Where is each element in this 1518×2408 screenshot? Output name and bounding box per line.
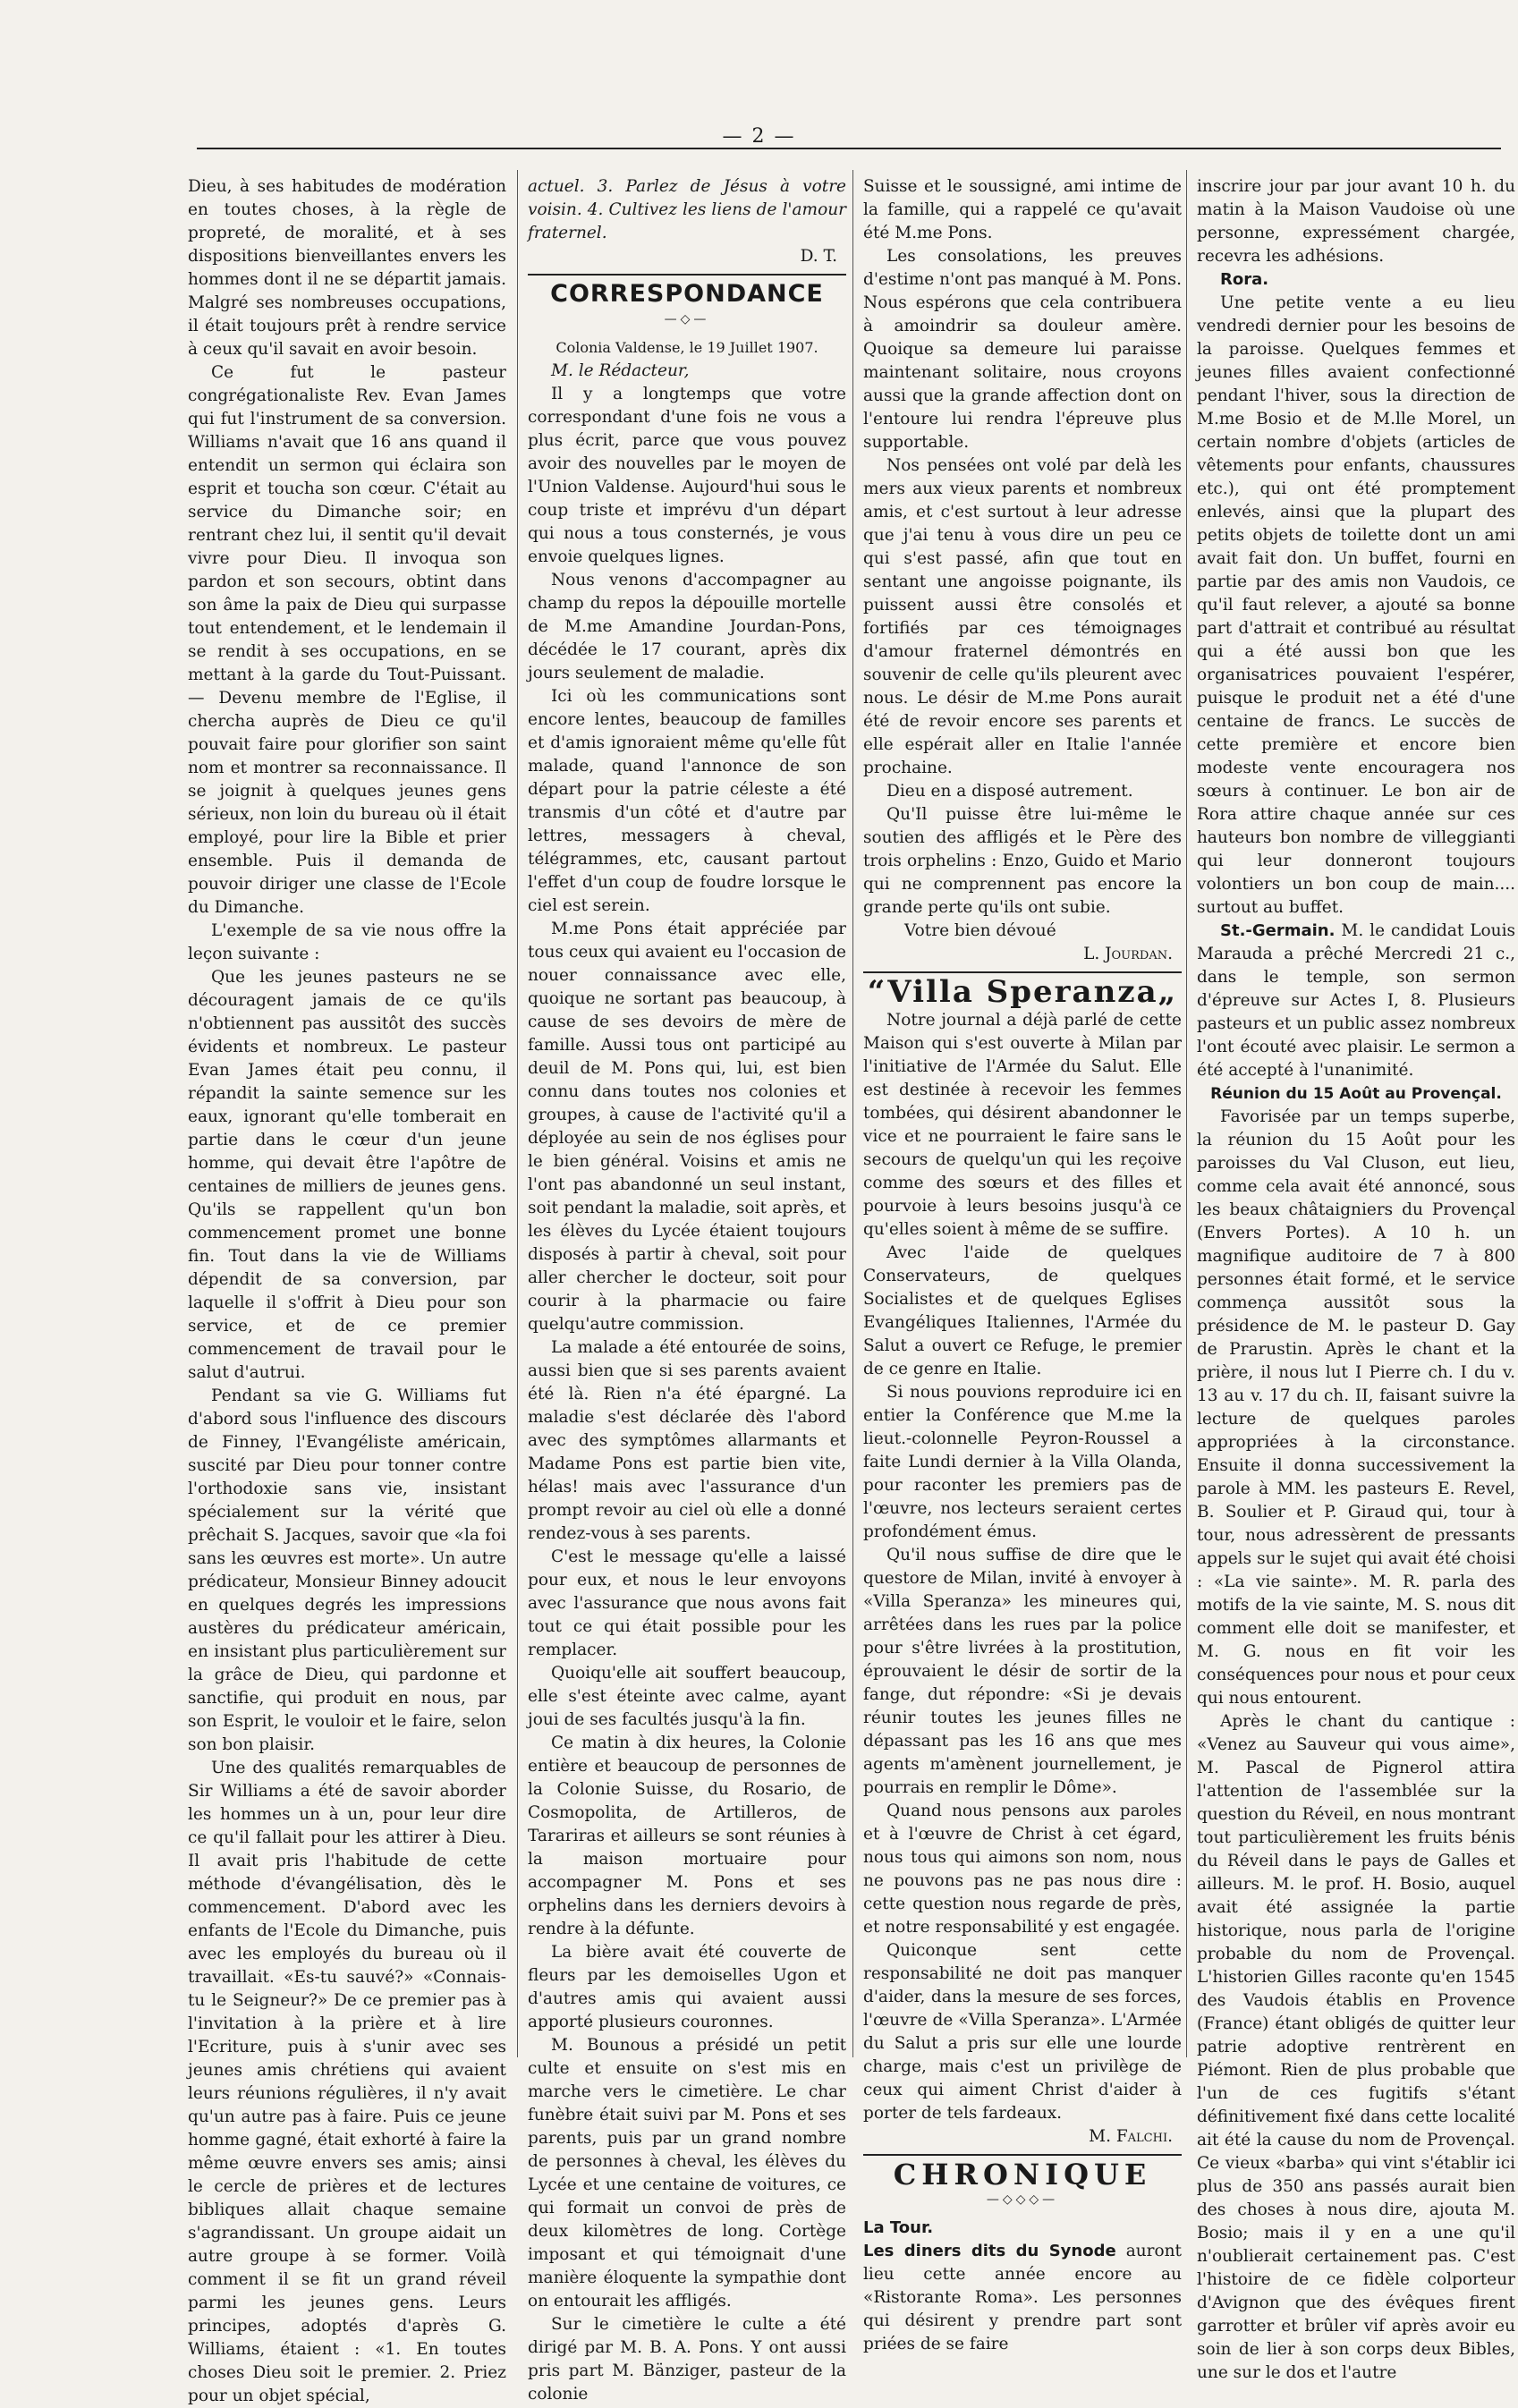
paragraph: L'exemple de sa vie nous offre la leçon suivante : [188, 921, 506, 963]
paragraph: Quand nous pensons aux paroles et à l'œuvre de Christ à cet égard, nous tous qui aimons son nom, nous ne pouvons pas ne pas nous dire : cette question nous regarde de près, et notre responsabilité y est engagée. [863, 1802, 1182, 1937]
paragraph: inscrire jour par jour avant 10 h. du matin à la Maison Vaudoise où une personne, expressément chargée, recevra les adhésions. [1197, 177, 1515, 266]
heading-text: “Villa Speranza„ [867, 974, 1178, 1010]
paragraph: Qu'Il puisse être lui-même le soutien des affligés et le Père des trois orphelins : Enzo, Guido et Mario qui ne comprennent pas encore la grande perte qu'ils ont subie. [863, 805, 1182, 917]
paragraph: Que les jeunes pasteurs ne se découragent jamais de ce qu'ils n'obtiennent pas aussitôt des succès évidents et nombreux. Le pasteur Evan James était peu connu, il répandit la sainte semence sur les eaux, ignorant qu'elle tomberait en partie dans le cœur d'un jeune homme, qui devait être l'apôtre de centaines de milliers de jeunes gens. Qu'ils se rappellent qu'un bon commencement promet une bonne fin. Tout dans la vie de Williams dépendit de sa conversion, par laquelle il s'offrit à Dieu pour son service, et de ce premier commencement de travail pour le salut d'autrui. [188, 968, 506, 1382]
paragraph [1197, 920, 1515, 1082]
paragraph: actuel. 3. Parlez de Jésus à votre voisin. 4. Cultivez les liens de l'amour fraternel. [528, 177, 846, 242]
salutation: M. le Rédacteur, [551, 361, 690, 380]
signature: D. T. [800, 247, 837, 266]
paragraph: Suisse et le soussigné, ami intime de la famille, qui a rappelé ce qu'avait été M.me Pons. [863, 177, 1182, 242]
header-rule [197, 148, 1501, 149]
section-heading-chronique [863, 2154, 1182, 2211]
column-rule [852, 170, 853, 2057]
paragraph: Votre bien dévoué [904, 921, 1056, 940]
paragraph: Quiconque sent cette responsabilité ne doit pas manquer d'aider, dans la mesure de ses forces, l'œuvre de «Villa Speranza». L'Armée du Salut a pris sur elle une lourde charge, mais c'est un privilège de ceux qui aiment Christ d'aider à porter de tels fardeaux. [863, 1941, 1182, 2123]
paragraph: Quoiqu'elle ait souffert beaucoup, elle s'est éteinte avec calme, ayant joui de ses facultés jusqu'à la fin. [528, 1664, 846, 1729]
signature: L. Jourdan. [1083, 945, 1173, 963]
paragraph: Nous venons d'accompagner au champ du repos la dépouille mortelle de M.me Amandine Jourdan-Pons, décédée le 17 courant, après dix jours seulement de maladie. [528, 571, 846, 683]
heading-text: CHRONIQUE [893, 2158, 1152, 2192]
paragraph: Dieu, à ses habitudes de modération en toutes choses, à la règle de propreté, de moralité, et à ses dispositions bienveillantes envers les hommes dont il ne se départit jamais. Malgré ses nombreuses occupations, il était toujours prêt à rendre service à ceux qu'il savait en avoir besoin. [188, 177, 506, 359]
section-heading-villa [863, 971, 1182, 1010]
signature: M. Falchi. [1089, 2127, 1173, 2146]
column-rule [1186, 170, 1187, 2057]
paragraph: Les consolations, les preuves d'estime n'ont pas manqué à M. Pons. Nous espérons que cela contribuera à amoindrir sa douleur amère. Quoique sa demeure lui paraisse maintenant solitaire, nous croyons aussi que la grande affection dont on l'entoure lui rendra l'épreuve plus supportable. [863, 247, 1182, 452]
bold-lead: Les diners dits du Synode [863, 2242, 1116, 2260]
paragraph: Si nous pouvions reproduire ici en entier la Conférence que M.me la lieut.-colonnelle Peyron-Roussel a faite Lundi dernier à la Villa Olanda, pour raconter les premiers pas de l'œuvre, nos lecteurs seraient certes profondément émus. [863, 1383, 1182, 1541]
subheading: Rora. [1220, 270, 1269, 289]
subheading: La Tour. [863, 2218, 934, 2237]
paragraph: Pendant sa vie G. Williams fut d'abord sous l'influence des discours de Finney, l'Evangéliste américain, suscité par Dieu pour tonner contre l'orthodoxie sans vie, insistant spécialement sur la vérité que prêchait S. Jacques, savoir que «la foi sans les œuvres est morte». Un autre prédicateur, Monsieur Binney adoucit en quelques degrés les impressions austères du prédicateur américain, en insistant plus particulièrement sur la grâce de Dieu, qui pardonne et sanctifie, qui produit en nous, par son Esprit, le vouloir et le faire, selon son bon plaisir. [188, 1386, 506, 1754]
paragraph: Une des qualités remarquables de Sir Williams a été de savoir aborder les hommes un à un, pour leur dire ce qu'il fallait pour les attirer à Dieu. Il avait pris l'habitude de cette méthode d'évangélisation, dès le commencement. D'abord avec les enfants de l'Ecole du Dimanche, puis avec les employés du bureau où il travaillait. «Es-tu sauvé?» «Connais-tu le Seigneur?» De ce premier pas à l'invitation à la prière et à lire l'Ecriture, puis à s'unir avec ses jeunes amis chrétiens qui avaient leurs réunions régulières, il n'y avait qu'un autre pas à faire. Puis ce jeune homme gagné, était exhorté à faire la même œuvre envers ses amis; ainsi le cercle de prières et de lectures bibliques allait chaque semaine s'agrandissant. Un groupe aidait un autre groupe à se former. Voilà comment il se fit un grand réveil parmi les jeunes gens. Leurs principes, adoptés d'après G. Williams, étaient : «1. En toutes choses Dieu soit le premier. 2. Priez pour un objet spécial, [188, 1759, 506, 2405]
paragraph: C'est le message qu'elle a laissé pour eux, et nous le leur envoyons avec l'assurance que nous avons fait tout ce qui était possible pour les remplacer. [528, 1547, 846, 1659]
column-4 [1197, 175, 1515, 2382]
ornament: —◇◇◇— [986, 2192, 1059, 2207]
paragraph: Ici où les communications sont encore lentes, beaucoup de familles et d'amis ignoraient même qu'elle fût malade, quand l'annonce de son départ pour la patrie céleste a été transmis d'un côté et d'autre par lettres, messagers à cheval, télégrammes, etc, causant partout l'effet d'un coup de foudre lorsque le ciel est serein. [528, 687, 846, 915]
paragraph: Qu'il nous suffise de dire que le questore de Milan, invité à envoyer à «Villa Speranza» les mineures qui, arrêtées dans les rues par la police pour s'être livrées à la prostitution, éprouvaient le désir de sortir de la fange, dut répondre: «Si je devais réunir toutes les jeunes filles ne dépassant pas les 16 ans que mes agents m'amènent journellement, je pourrais en remplir le Dôme». [863, 1546, 1182, 1797]
column-rule [517, 170, 518, 2057]
paragraph: M. Bounous a présidé un petit culte et ensuite on s'est mis en marche vers le cimetière. Le char funèbre était suivi par M. Pons et ses parents, puis par un grand nombre de personnes à cheval, les élèves du Lycée et une centaine de voitures, ce qui formait un convoi de près de deux kilomètres de long. Cortège imposant et qui témoignait d'une manière éloquente la sympathie dont on entourait les affligés. [528, 2036, 846, 2310]
paragraph: Ce matin à dix heures, la Colonie entière et beaucoup de personnes de la Colonie Suisse, du Rosario, de Cosmopolita, de Artilleros, de Tarariras et ailleurs se sont réunies à la maison mortuaire pour accompagner M. Pons et ses orphelins dans les derniers devoirs à rendre à la défunte. [528, 1734, 846, 1938]
paragraph: Après le chant du cantique : «Venez au Sauveur qui vous aime», M. Pascal de Pignerol attira l'attention de l'assemblée sur la question du Réveil, en nous montrant tout particulièrement les fruits bénis du Réveil dans le pays de Galles et ailleurs. M. le prof. H. Bosio, auquel avait été assignée la partie historique, nous parla de l'origine probable du nom de Provençal. L'historien Gilles raconte qu'en 1545 des Vaudois établis en Provence (France) étant obligés de quitter leur patrie adoptive rentrèrent en Piémont. Rien de plus probable que l'un de ces fugitifs s'étant définitivement fixé dans cette localité ait été la cause du nom de Provençal. Ce vieux «barba» qui vint s'établir ici plus de 350 ans passés aurait bien des choses à nous dire, ajouta M. Bosio; mais il y en a une qu'il n'oublierait certainement pas. C'est l'histoire de ce fidèle colporteur d'Avignon que des évêques firent garrotter et brûler vif après avoir eu soin de lier à son corps deux Bibles, une sur le dos et l'autre [1197, 1712, 1515, 2382]
column-1 [188, 175, 506, 2405]
column-3 [863, 175, 1182, 2353]
column-2 [528, 175, 846, 2404]
paragraph: Il y a longtemps que votre correspondant d'une fois ne vous a plus écrit, parce que vous pouvez avoir des nouvelles par le moyen de l'Union Valdense. Aujourd'hui sous le coup triste et imprévu d'un départ qui nous a tous consternés, je vous envoie quelques lignes. [528, 385, 846, 566]
heading-text: CORRESPONDANCE [550, 280, 824, 308]
paragraph: La bière avait été couverte de fleurs par les demoiselles Ugon et d'autres amis qui avaient aussi apporté plusieurs couronnes. [528, 1943, 846, 2031]
paragraph-text: auront lieu cette année encore au «Ristorante Roma». Les personnes qui désirent y prendre part sont priées de se faire [863, 2242, 1182, 2353]
subheading: St.-Germain. [1220, 921, 1336, 940]
page-number: — 2 — [722, 125, 796, 148]
paragraph: Ce fut le pasteur congrégationaliste Rev. Evan James qui fut l'instrument de sa conversion. Williams n'avait que 16 ans quand il entendit un sermon qui éclaira son esprit et toucha son cœur. C'était au service du Dimanche soir; en rentrant chez lui, il sentit qu'il devait vivre pour Dieu. Il invoqua son pardon et son secours, obtint dans son âme la paix de Dieu qui surpasse tout entendement, et le lendemain il se rendit à ses occupations, en se mettant à la garde du Tout-Puissant. — Devenu membre de l'Eglise, il chercha auprès de Dieu ce qu'il pouvait faire pour glorifier son saint nom et montrer sa reconnaissance. Il se joignit à quelques jeunes gens sérieux, non loin du bureau où il était employé, pour lire la Bible et prier ensemble. Puis il demanda de pouvoir diriger une classe de l'Ecole du Dimanche. [188, 363, 506, 917]
paragraph: Une petite vente a eu lieu vendredi dernier pour les besoins de la paroisse. Quelques femmes et jeunes filles avaient confectionné pendant l'hiver, sous la direction de M.me Bosio et de M.lle Morel, un certain nombre d'objets (articles de vêtements pour enfants, chaussures etc.), qui ont été promptement enlevés, ainsi que la plupart des petits objets de toilette dont un ami avait fait don. Un buffet, fourni en partie par des amis non Vaudois, ce qu'il faut relever, a ajouté sa bonne part d'attrait et contribué au résultat qui a été aussi bon que les organisatrices pouvaient l'espérer, puisque le produit net a été d'une centaine de francs. Le succès de cette première et encore bien modeste vente encouragera nos sœurs à continuer. Le bon air de Rora attire chaque année sur ces hauteurs bon nombre de villeggianti qui leur donneront toujours volontiers un bon coup de main.... surtout au buffet. [1197, 293, 1515, 917]
paragraph: La malade a été entourée de soins, aussi bien que si ses parents avaient été là. Rien n'a été épargné. La maladie s'est déclarée dès l'abord avec des symptômes allarmants et Madame Pons est partie bien vite, hélas! mais avec l'assurance d'un prompt revoir au ciel où elle a donné rendez-vous à ses parents. [528, 1338, 846, 1543]
ornament: —◇— [664, 312, 710, 326]
dateline: Colonia Valdense, le 19 Juillet 1907. [555, 339, 818, 356]
paragraph: Favorisée par un temps superbe, la réunion du 15 Août pour les paroisses du Val Cluson, eut lieu, comme cela avait été annoncé, sous les beaux châtaigniers du Provençal (Envers Portes). A 10 h. un magnifique auditoire de 7 à 800 personnes était formé, et le service commença aussitôt sous la présidence de M. le pasteur D. Gay de Prarustin. Après le chant et la prière, il nous lut I Pierre ch. I du v. 13 au v. 17 du ch. II, faisant suivre la lecture de quelques paroles appropriées à la circonstance. Ensuite il donna successivement la parole à MM. les pasteurs E. Revel, B. Soulier et P. Giraud qui, tour à tour, nous adressèrent de pressants appels sur le sujet qui avait été choisi : «La vie sainte». M. R. parla des motifs de la vie sainte, M. S. nous dit comment elle doit se manifester, et M. G. nous en fit voir les conséquences pour nous et pour ceux qui nous entourent. [1197, 1107, 1515, 1708]
section-heading-correspondance [528, 274, 846, 331]
paragraph: M.me Pons était appréciée par tous ceux qui avaient eu l'occasion de nouer connaissance avec elle, quoique ne sortant pas beaucoup, à cause de ses devoirs de mère de famille. Aussi tous ont participé au deuil de M. Pons qui, lui, est bien connu dans toutes nos colonies et groupes, à cause de l'activité qu'il a déployée au sein de nos églises pour le bien général. Voisins et amis ne l'ont pas abandonné un seul instant, soit pendant la maladie, soit après, et les élèves du Lycée étaient toujours disposés à partir à cheval, soit pour aller chercher le docteur, soit pour courir à la pharmacie ou faire quelqu'autre commission. [528, 920, 846, 1334]
paragraph: Sur le cimetière le culte a été dirigé par M. B. A. Pons. Y ont aussi pris part M. Bänziger, pasteur de la colonie [528, 2315, 846, 2404]
paragraph [863, 2240, 1182, 2356]
paragraph: Notre journal a déjà parlé de cette Maison qui s'est ouverte à Milan par l'initiative de l'Armée du Salut. Elle est destinée à recevoir les femmes tombées, qui désirent abandonner le vice et ne pourraient le faire sans le secours de quelqu'un qui les reçoive comme des sœurs et des filles et pourvoie à leurs besoins jusqu'à ce qu'elles soient à même de se suffire. [863, 1011, 1182, 1239]
paragraph: Nos pensées ont volé par delà les mers aux vieux parents et nombreux amis, et c'est surtout à leur adresse que j'ai tenu à vous dire un peu ce qui s'est passé, afin que tout en sentant une angoisse poignante, ils puissent aussi être consolés et fortifiés par ces témoignages d'amour fraternel démontrés en souvenir de celle qu'ils pleurent avec nous. Le désir de M.me Pons aurait été de revoir encore ses parents et elle espérait aller en Italie l'année prochaine. [863, 456, 1182, 777]
paragraph-text: M. le candidat Louis Marauda a prêché Mercredi 21 c., dans le temple, son sermon d'épreuve sur Actes I, 8. Plusieurs pasteurs et un public assez nombreux l'ont écouté avec plaisir. Le sermon a été accepté à l'unanimité. [1197, 921, 1515, 1080]
paragraph: Avec l'aide de quelques Conservateurs, de quelques Socialistes et de quelques Eglises Evangéliques Italiennes, l'Armée du Salut a ouvert ce Refuge, le premier de ce genre en Italie. [863, 1243, 1182, 1378]
subheading: Réunion du 15 Août au Provençal. [1210, 1085, 1502, 1103]
paragraph: Dieu en a disposé autrement. [886, 782, 1133, 801]
